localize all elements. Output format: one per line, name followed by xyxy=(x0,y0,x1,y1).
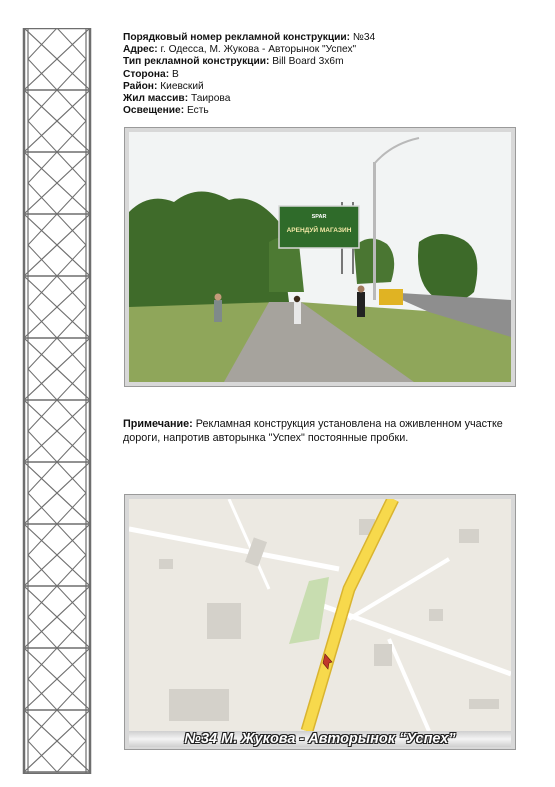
info-district-value: Киевский xyxy=(160,80,204,92)
note xyxy=(123,418,533,445)
info-area-row xyxy=(123,93,543,105)
info-number-label: Порядковый номер рекламной конструкции: xyxy=(123,32,351,43)
info-address-label: Адрес: xyxy=(123,44,158,56)
info-light-label: Освещение: xyxy=(123,105,185,117)
info-type-value: Bill Board 3x6m xyxy=(272,56,344,68)
info-type-label: Тип рекламной конструкции: xyxy=(123,56,270,68)
info-address-value: г. Одесса, М. Жукова - Авторынок "Успех" xyxy=(160,44,357,56)
location-map xyxy=(129,499,511,731)
info-side-row xyxy=(123,69,543,81)
info-district-label: Район: xyxy=(123,80,158,92)
note-text: Рекламная конструкция установлена на оживленном участке дороги, напротив авторынка "Успех" постоянные пробки. xyxy=(123,418,503,444)
info-side-label: Сторона: xyxy=(123,68,170,80)
map-frame xyxy=(124,494,516,750)
info-district-row xyxy=(123,81,543,93)
info-side-value: В xyxy=(171,68,179,80)
info-address-row xyxy=(123,44,543,56)
construction-info xyxy=(123,32,543,117)
billboard-brand: SPAR xyxy=(311,214,327,220)
map-caption: №34 М. Жукова - Авторынок “Успех” xyxy=(129,731,511,747)
info-number-value: №34 xyxy=(352,32,376,43)
photo-frame xyxy=(124,127,516,387)
info-number-row xyxy=(123,32,543,44)
note-label: Примечание: xyxy=(123,418,193,430)
billboard-truss-graphic xyxy=(22,28,92,774)
info-light-value: Есть xyxy=(186,105,209,117)
info-light-row xyxy=(123,105,543,117)
street-photo xyxy=(129,132,511,382)
info-area-value: Таирова xyxy=(190,93,231,105)
info-type-row xyxy=(123,56,543,68)
info-area-label: Жил массив: xyxy=(123,93,189,105)
billboard-text: АРЕНДУЙ МАГАЗИН xyxy=(286,227,352,234)
